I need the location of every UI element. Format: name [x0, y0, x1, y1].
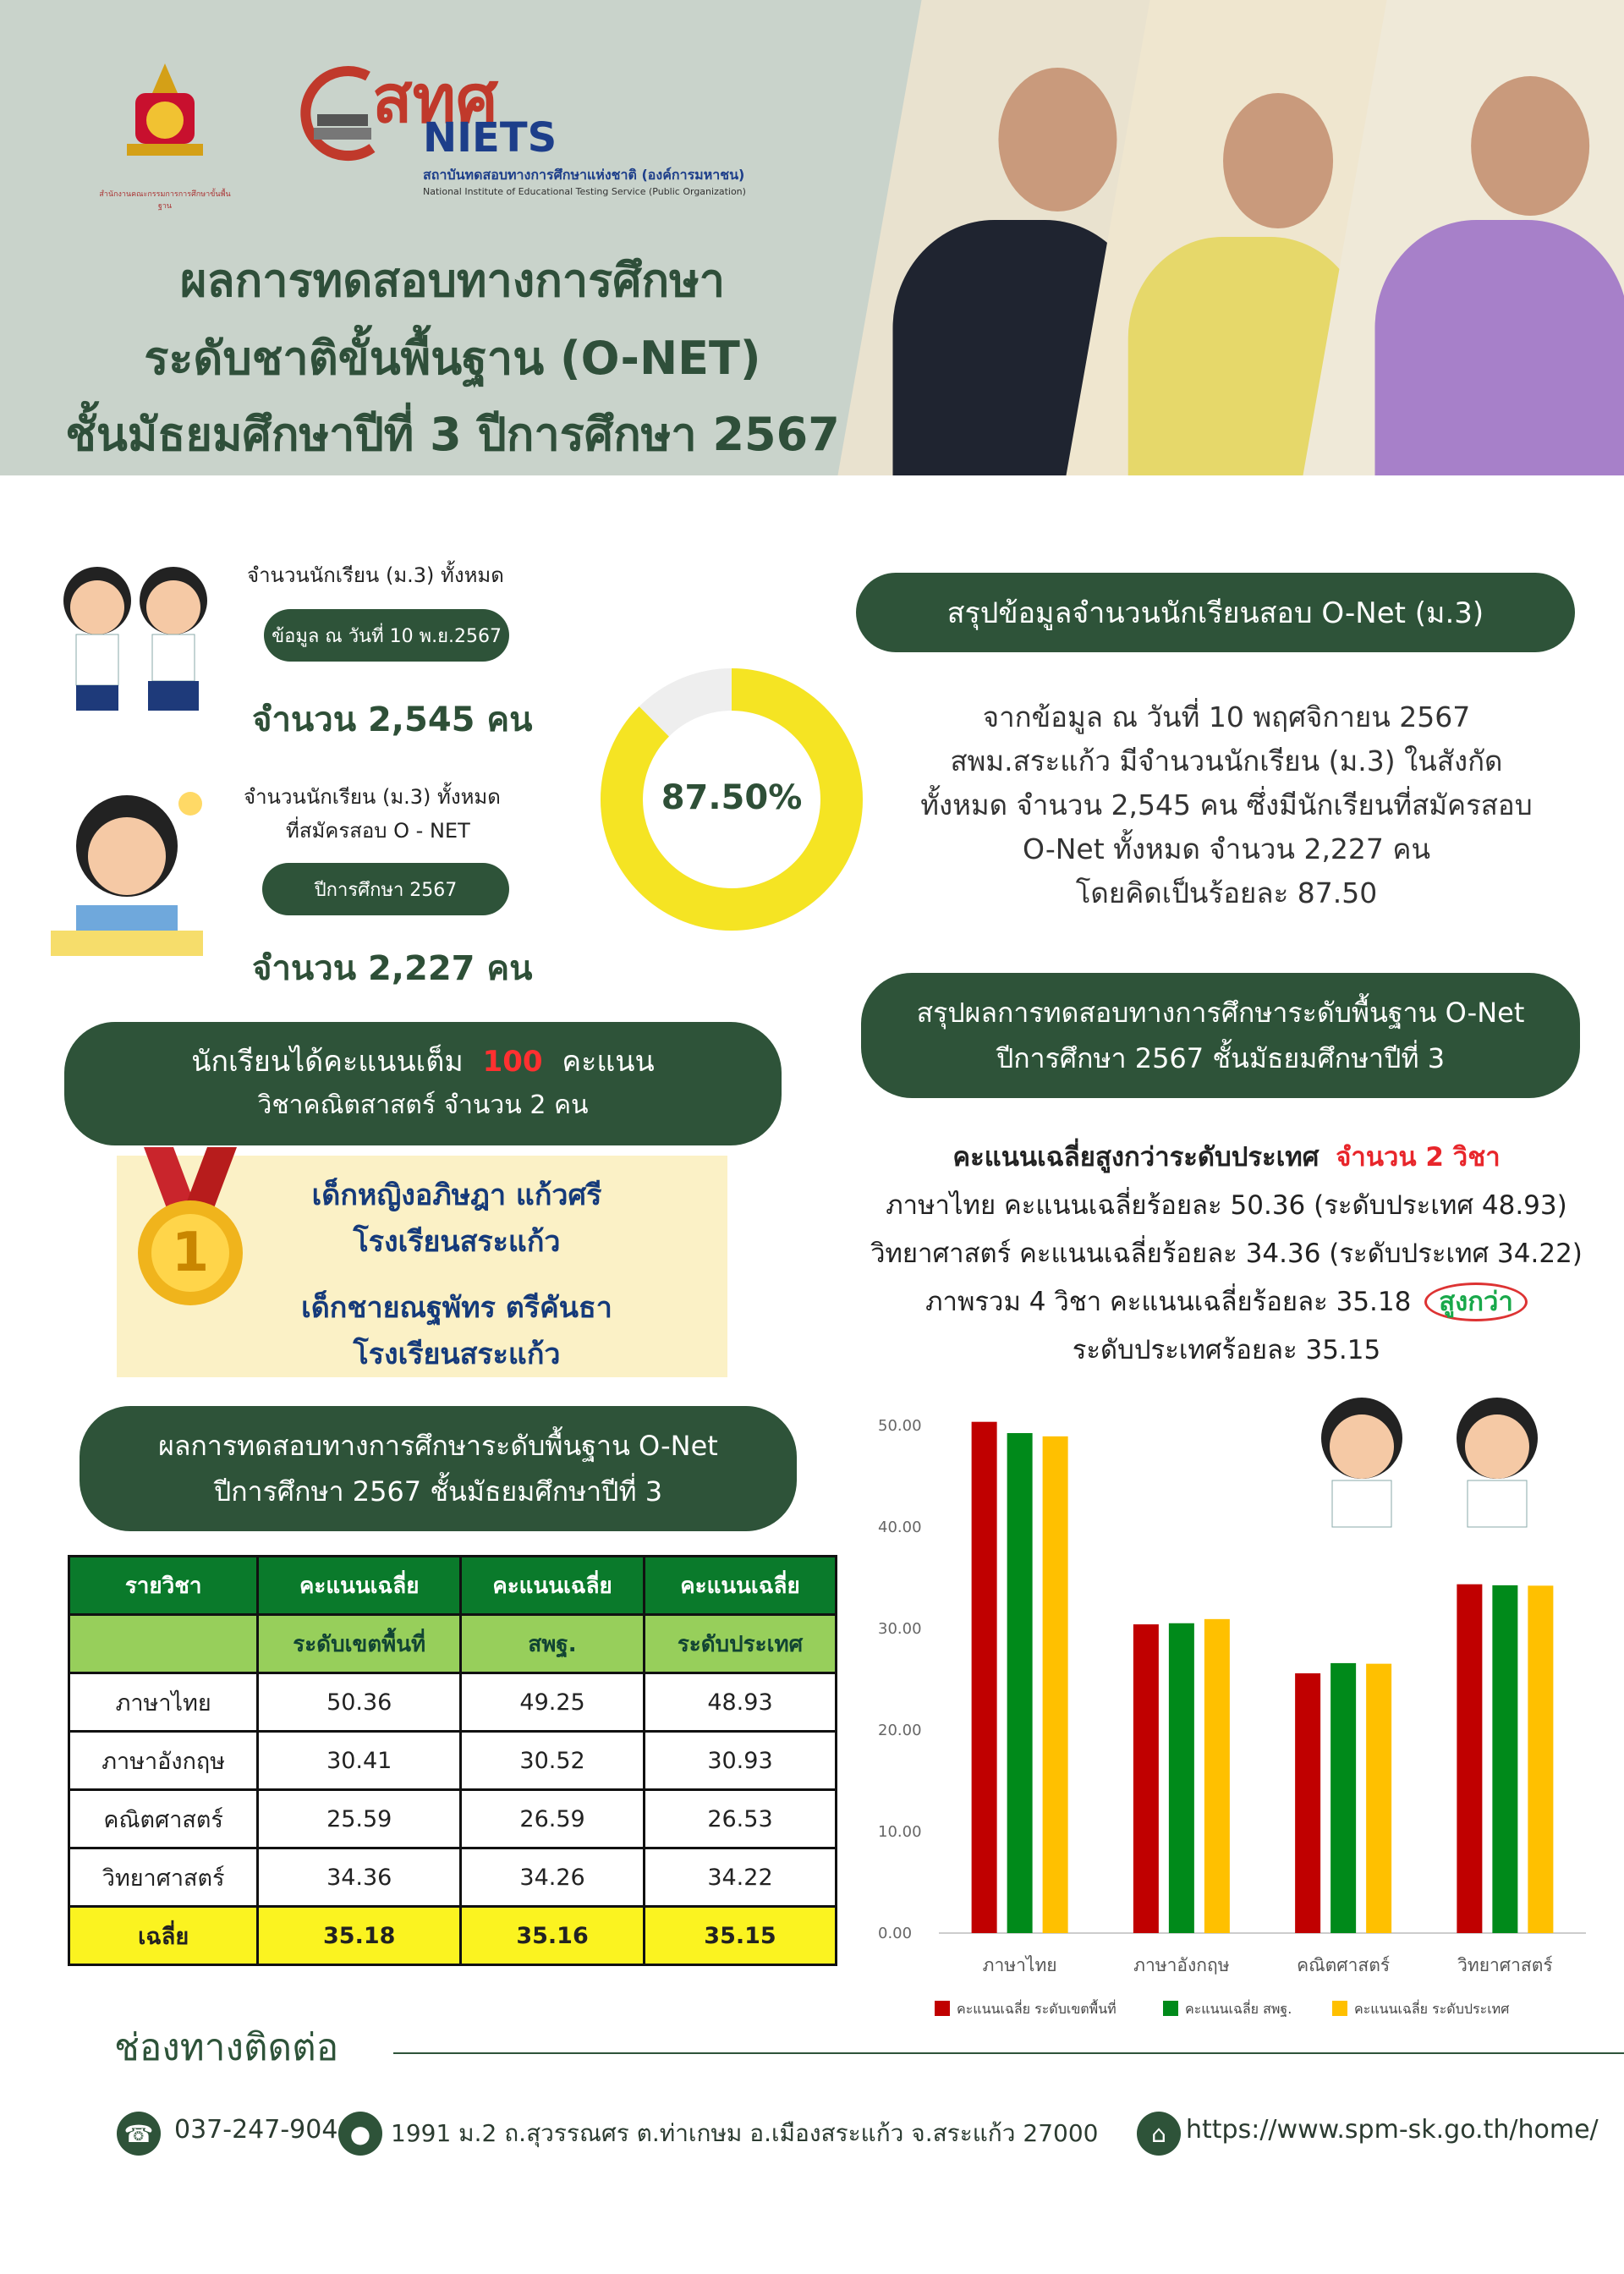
legend-swatch: [935, 2001, 950, 2016]
table-header: คะแนนเฉลี่ย: [258, 1557, 461, 1615]
student-reading-illustration: [42, 778, 211, 973]
percent-donut: [596, 664, 867, 935]
score-cell: 26.53: [644, 1790, 836, 1848]
full-score-pre: นักเรียนได้คะแนนเต็ม: [191, 1045, 464, 1079]
score-cell: 49.25: [461, 1673, 645, 1732]
legend-label: คะแนนเฉลี่ย สพฐ.: [1185, 2001, 1292, 2017]
score-cell: 34.22: [644, 1848, 836, 1907]
home-icon: ⌂: [1137, 2112, 1181, 2156]
full-score-post: คะแนน: [562, 1045, 655, 1079]
winner-2-name: เด็กชายณฐพัทร ตรีคันธา: [301, 1291, 612, 1325]
full-score-subject: วิชาคณิตสาสตร์ จำนวน 2 คน: [257, 1090, 589, 1120]
bar: [1295, 1673, 1320, 1933]
table-row: [69, 1673, 837, 1732]
scores-table: [68, 1555, 837, 1966]
header-banner: [0, 0, 1624, 475]
summary-line: จากข้อมูล ณ วันที่ 10 พฤศจิกายน 2567: [982, 700, 1471, 733]
title-line-3: ชั้นมัธยมศึกษาปีที่ 3 ปีการศึกษา 2567: [65, 408, 840, 461]
results-summary-pill: [861, 973, 1580, 1098]
table-subheader: สพฐ.: [461, 1615, 645, 1673]
applied-label-2: ที่สมัครสอบ O - NET: [286, 819, 470, 843]
table-title-1: ผลการทดสอบทางการศึกษาระดับพื้นฐาน O-Net: [158, 1430, 718, 1462]
summary-title-pill: [856, 573, 1575, 652]
total-date-pill: ข้อมูล ณ วันที่ 10 พ.ย.2567: [264, 609, 509, 662]
score-cell: 48.93: [644, 1673, 836, 1732]
x-tick-label: ภาษาไทย: [982, 1955, 1057, 1975]
thai-summary-line: ภาษาไทย คะแนนเฉลี่ยร้อยละ 50.36 (ระดับประเทศ 48.93): [886, 1190, 1567, 1221]
y-tick-label: 20.00: [878, 1722, 922, 1739]
results-summary-title-2: ปีการศึกษา 2567 ชั้นมัธยมศึกษาปีที่ 3: [996, 1042, 1446, 1074]
table-row: [69, 1848, 837, 1907]
bar: [1007, 1433, 1033, 1933]
contact-phone[interactable]: 037-247-904: [174, 2115, 338, 2145]
subject-cell: คณิตศาสตร์: [69, 1790, 258, 1848]
niets-brand: สทศ: [372, 62, 498, 138]
score-cell: 30.52: [461, 1732, 645, 1790]
total-students-count: จำนวน 2,545 คน: [252, 700, 533, 739]
full-score-pill: [64, 1022, 782, 1145]
total-students-label: จำนวนนักเรียน (ม.3) ทั้งหมด: [247, 563, 504, 587]
bar: [1330, 1663, 1356, 1933]
score-cell: 34.26: [461, 1848, 645, 1907]
applied-students-count: จำนวน 2,227 คน: [252, 949, 533, 988]
score-cell: 25.59: [258, 1790, 461, 1848]
full-score-number: 100: [482, 1045, 543, 1079]
summary-line: O-Net ทั้งหมด จำนวน 2,227 คน: [1022, 832, 1431, 865]
legend-swatch: [1332, 2001, 1347, 2016]
contact-website[interactable]: https://www.spm-sk.go.th/home/: [1186, 2115, 1599, 2145]
niets-wordmark: NIETS: [423, 114, 557, 162]
medal-number: 1: [171, 1222, 210, 1284]
x-tick-label: วิทยาศาสตร์: [1457, 1955, 1553, 1975]
bar: [1528, 1585, 1553, 1933]
x-tick-label: คณิตศาสตร์: [1297, 1955, 1391, 1975]
niets-logo: [292, 55, 799, 216]
summary-line: สพม.สระแก้ว มีจำนวนนักเรียน (ม.3) ในสังกัด: [950, 744, 1503, 777]
y-tick-label: 0.00: [878, 1925, 913, 1942]
legend-swatch: [1163, 2001, 1178, 2016]
location-pin-icon: ●: [338, 2112, 382, 2156]
obec-logo-text: สำนักงานคณะกรรมการการศึกษาขั้นพื้นฐาน: [99, 190, 231, 211]
average-cell: 35.18: [258, 1907, 461, 1965]
above-national-label: คะแนนเฉลี่ยสูงกว่าระดับประเทศ: [952, 1142, 1320, 1173]
score-cell: 50.36: [258, 1673, 461, 1732]
legend-label: คะแนนเฉลี่ย ระดับเขตพื้นที่: [957, 2001, 1116, 2017]
winner-1-name: เด็กหญิงอภิษฎา แก้วศรี: [311, 1178, 602, 1212]
subject-cell: วิทยาศาสตร์: [69, 1848, 258, 1907]
table-header: คะแนนเฉลี่ย: [644, 1557, 836, 1615]
students-illustration: [38, 550, 233, 736]
summary-line: ทั้งหมด จำนวน 2,545 คน ซึ่งมีนักเรียนที่สมัครสอบ: [920, 788, 1533, 821]
average-row: [69, 1907, 837, 1965]
table-subheader: ระดับเขตพื้นที่: [258, 1615, 461, 1673]
bar: [1043, 1436, 1068, 1933]
y-tick-label: 50.00: [878, 1417, 922, 1435]
table-header: รายวิชา: [69, 1557, 258, 1615]
winner-1-school: โรงเรียนสระแก้ว: [353, 1225, 561, 1259]
score-cell: 30.41: [258, 1732, 461, 1790]
score-cell: 34.36: [258, 1848, 461, 1907]
niets-english-name: National Institute of Educational Testing Service (Public Organization): [423, 186, 746, 197]
bar: [1492, 1585, 1517, 1933]
summary-line: โดยคิดเป็นร้อยละ 87.50: [1075, 876, 1378, 909]
legend-label: คะแนนเฉลี่ย ระดับประเทศ: [1354, 2001, 1510, 2017]
phone-icon: ☎: [117, 2112, 161, 2156]
subject-cell: ภาษาอังกฤษ: [69, 1732, 258, 1790]
overall-summary-line: ภาพรวม 4 วิชา คะแนนเฉลี่ยร้อยละ 35.18: [925, 1287, 1412, 1317]
table-row: [69, 1790, 837, 1848]
students-thumbsup-illustration: [1303, 1387, 1556, 1531]
applied-year-pill: ปีการศึกษา 2567: [262, 863, 509, 915]
average-cell: 35.15: [644, 1907, 836, 1965]
winner-2-school: โรงเรียนสระแก้ว: [353, 1337, 561, 1371]
table-title-2: ปีการศึกษา 2567 ชั้นมัธยมศึกษาปีที่ 3: [213, 1475, 663, 1508]
table-subheader: [69, 1615, 258, 1673]
score-cell: 26.59: [461, 1790, 645, 1848]
bar: [972, 1422, 997, 1933]
bar: [1366, 1664, 1391, 1933]
summary-text: [888, 695, 1565, 915]
table-header: คะแนนเฉลี่ย: [461, 1557, 645, 1615]
title-line-2: ระดับชาติขั้นพื้นฐาน (O-NET): [144, 332, 761, 385]
title-line-1: ผลการทดสอบทางการศึกษา: [179, 254, 726, 307]
contact-divider: [393, 2052, 1624, 2054]
y-tick-label: 10.00: [878, 1823, 922, 1841]
results-summary-text: [854, 1134, 1599, 1375]
y-tick-label: 30.00: [878, 1620, 922, 1638]
niets-thai-name: สถาบันทดสอบทางการศึกษาแห่งชาติ (องค์การมหาชน): [423, 167, 745, 183]
above-national-count: จำนวน 2 วิชา: [1336, 1142, 1501, 1173]
table-title-pill: [80, 1406, 797, 1531]
bar: [1457, 1585, 1482, 1933]
higher-badge: สูงกว่า: [1424, 1283, 1528, 1321]
subject-cell: ภาษาไทย: [69, 1673, 258, 1732]
contact-address: 1991 ม.2 ถ.สุวรรณศร ต.ท่าเกษม อ.เมืองสระแก้ว จ.สระแก้ว 27000: [391, 2119, 1099, 2147]
gold-medal-icon: [127, 1147, 254, 1316]
x-tick-label: ภาษาอังกฤษ: [1133, 1955, 1230, 1975]
applied-label-1: จำนวนนักเรียน (ม.3) ทั้งหมด: [244, 785, 501, 809]
table-subheader: ระดับประเทศ: [644, 1615, 836, 1673]
bar: [1133, 1624, 1159, 1933]
summary-title: สรุปข้อมูลจำนวนนักเรียนสอบ O-Net (ม.3): [946, 596, 1484, 630]
science-summary-line: วิทยาศาสตร์ คะแนนเฉลี่ยร้อยละ 34.36 (ระดับประเทศ 34.22): [870, 1239, 1583, 1269]
average-label: เฉลี่ย: [69, 1907, 258, 1965]
contact-heading: ช่องทางติดต่อ: [114, 2026, 339, 2069]
national-summary-line: ระดับประเทศร้อยละ 35.15: [1072, 1335, 1381, 1365]
donut-percent-label: 87.50%: [661, 778, 803, 817]
score-cell: 30.93: [644, 1732, 836, 1790]
results-summary-title-1: สรุปผลการทดสอบทางการศึกษาระดับพื้นฐาน O-Net: [916, 997, 1525, 1029]
y-tick-label: 40.00: [878, 1519, 922, 1536]
obec-logo: [99, 59, 231, 211]
average-cell: 35.16: [461, 1907, 645, 1965]
bar: [1204, 1619, 1230, 1933]
bar: [1169, 1623, 1194, 1933]
table-row: [69, 1732, 837, 1790]
